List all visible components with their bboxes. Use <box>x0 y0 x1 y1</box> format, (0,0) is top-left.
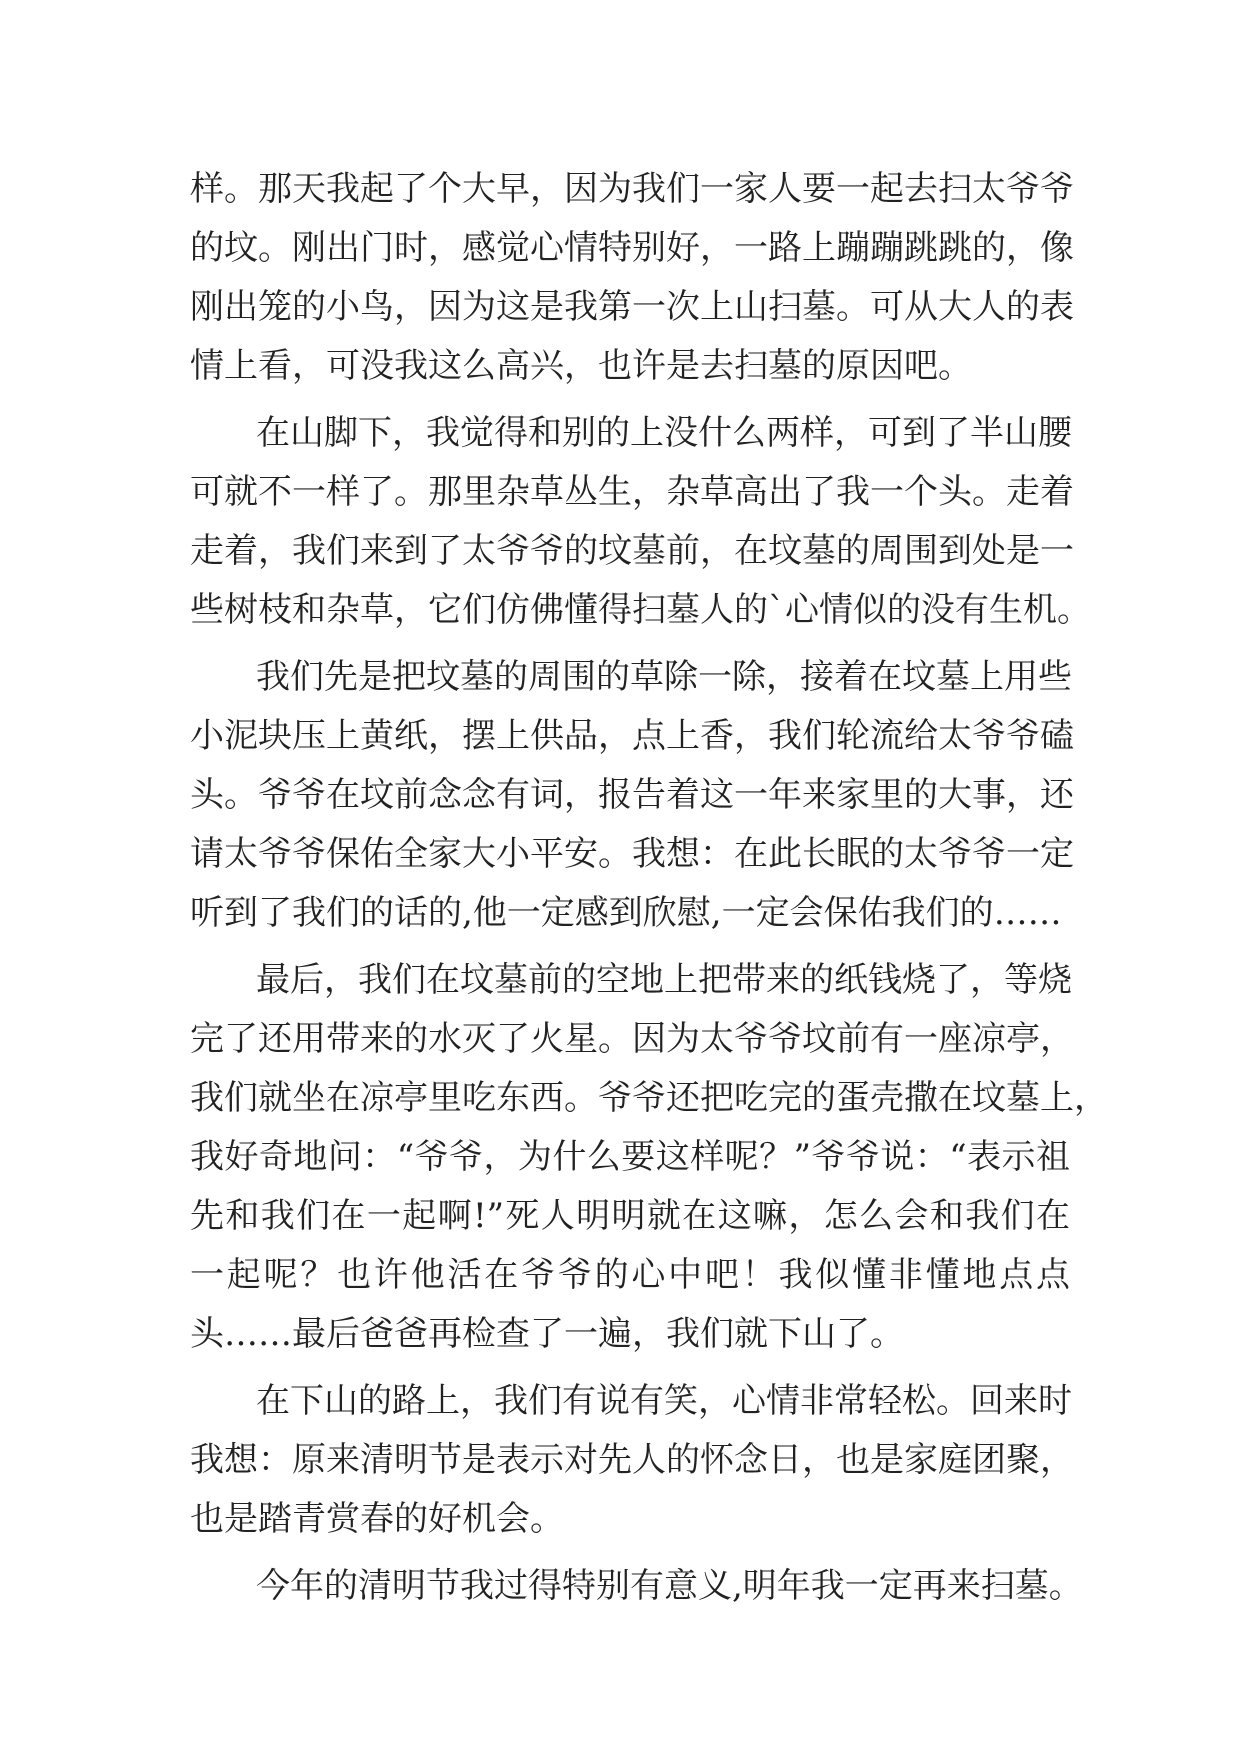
text-line: 些树枝和杂草，它们仿佛懂得扫墓人的`心情似的没有生机。 <box>190 590 1091 630</box>
text-line: 请太爷爷保佑全家大小平安。我想：在此长眠的太爷爷一定 <box>190 834 1074 874</box>
paragraph <box>190 160 1074 396</box>
text-line: 今年的清明节我过得特别有意义,明年我一定再来扫墓。 <box>256 1566 1083 1606</box>
text-line: 在下山的路上，我们有说有笑，心情非常轻松。回来时 <box>256 1381 1072 1421</box>
paragraph <box>190 648 1074 943</box>
text-line: 样。那天我起了个大早，因为我们一家人要一起去扫太爷爷 <box>190 169 1074 209</box>
text-line: 的坟。刚出门时，感觉心情特别好，一路上蹦蹦跳跳的，像 <box>190 228 1074 268</box>
paragraph <box>190 1372 1074 1549</box>
text-line: 先和我们在一起啊!”死人明明就在这嘛，怎么会和我们在 <box>190 1196 1070 1236</box>
text-line: 一起呢？也许他活在爷爷的心中吧！我似懂非懂地点点 <box>190 1255 1070 1295</box>
text-line: 完了还用带来的水灭了火星。因为太爷爷坟前有一座凉亭， <box>190 1019 1074 1059</box>
text-line: 我好奇地问：“爷爷，为什么要这样呢？”爷爷说：“表示祖 <box>190 1137 1070 1177</box>
text-line: 听到了我们的话的,他一定感到欣慰,一定会保佑我们的…… <box>190 893 1062 933</box>
text-line: 我想：原来清明节是表示对先人的怀念日，也是家庭团聚， <box>190 1440 1074 1480</box>
text-line: 情上看，可没我这么高兴，也许是去扫墓的原因吧。 <box>190 346 972 386</box>
text-line: 我们就坐在凉亭里吃东西。爷爷还把吃完的蛋壳撒在坟墓上， <box>190 1078 1108 1118</box>
text-line: 我们先是把坟墓的周围的草除一除，接着在坟墓上用些 <box>256 657 1072 697</box>
text-line: 刚出笼的小鸟，因为这是我第一次上山扫墓。可从大人的表 <box>190 287 1074 327</box>
paragraph <box>190 951 1108 1364</box>
text-line: 小泥块压上黄纸，摆上供品，点上香，我们轮流给太爷爷磕 <box>190 716 1074 756</box>
paragraph <box>190 404 1091 640</box>
text-line: 最后，我们在坟墓前的空地上把带来的纸钱烧了，等烧 <box>256 960 1072 1000</box>
paragraph <box>190 1557 1083 1616</box>
text-line: 也是踏青赏春的好机会。 <box>190 1499 564 1539</box>
text-line: 走着，我们来到了太爷爷的坟墓前，在坟墓的周围到处是一 <box>190 531 1074 571</box>
text-line: 在山脚下，我觉得和别的上没什么两样，可到了半山腰 <box>256 413 1072 453</box>
text-line: 头。爷爷在坟前念念有词，报告着这一年来家里的大事，还 <box>190 775 1074 815</box>
text-line: 可就不一样了。那里杂草丛生，杂草高出了我一个头。走着 <box>190 472 1074 512</box>
essay-body <box>190 160 1108 1616</box>
text-line: 头……最后爸爸再检查了一遍，我们就下山了。 <box>190 1314 904 1354</box>
